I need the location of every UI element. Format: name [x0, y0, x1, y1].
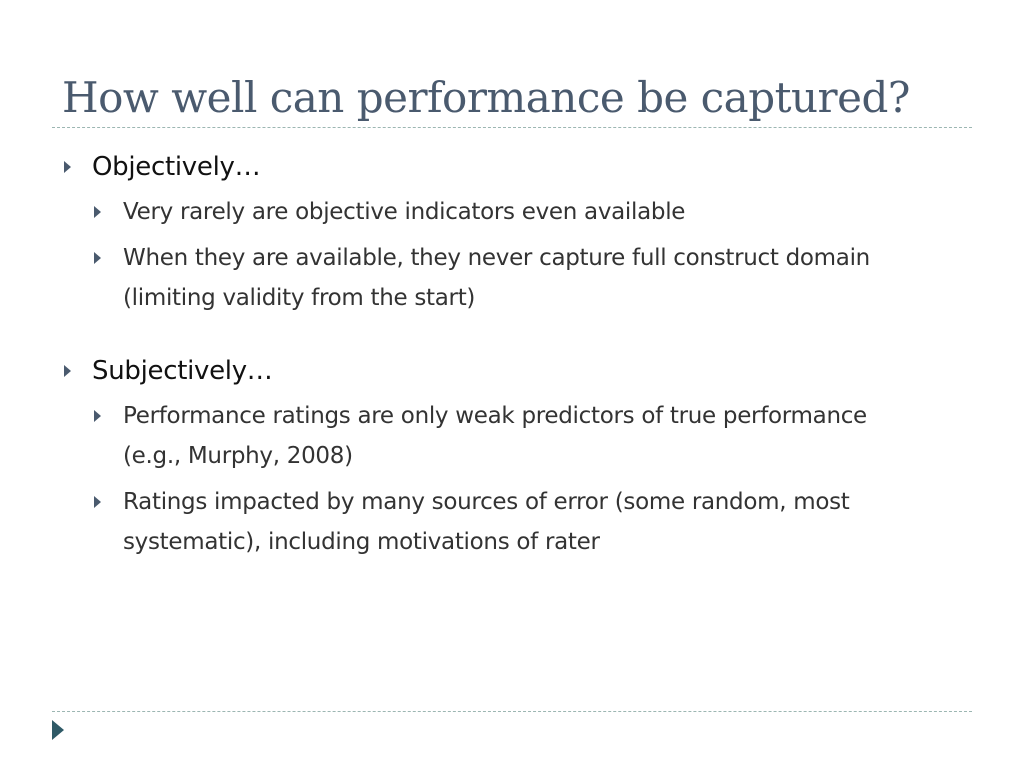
triangle-bullet-icon: [64, 161, 71, 173]
triangle-bullet-icon: [94, 410, 101, 422]
section-heading-text: Subjectively…: [92, 356, 273, 386]
list-item: [62, 396, 923, 476]
triangle-bullet-icon: [94, 252, 101, 264]
triangle-bullet-icon: [64, 365, 71, 377]
list-item: [62, 238, 923, 318]
triangle-bullet-icon: [94, 206, 101, 218]
list-item: [62, 192, 923, 232]
slide-content: [62, 148, 962, 562]
section-heading-subjectively: [62, 352, 962, 390]
section-heading-text: Objectively…: [92, 152, 261, 182]
list-item-text: Ratings impacted by many sources of error (some random, most systematic), including motivations of rater: [123, 489, 850, 555]
list-item-text: When they are available, they never capture full construct domain (limiting validity from the start): [123, 245, 870, 311]
play-arrow-icon[interactable]: [52, 720, 64, 740]
slide-title: How well can performance be captured?: [62, 73, 910, 122]
list-item-text: Very rarely are objective indicators even available: [123, 199, 686, 225]
list-item: [62, 482, 923, 562]
footer-divider: [52, 711, 972, 712]
title-divider: [52, 127, 972, 128]
list-item-text: Performance ratings are only weak predictors of true performance (e.g., Murphy, 2008): [123, 403, 867, 469]
triangle-bullet-icon: [94, 496, 101, 508]
section-heading-objectively: [62, 148, 962, 186]
